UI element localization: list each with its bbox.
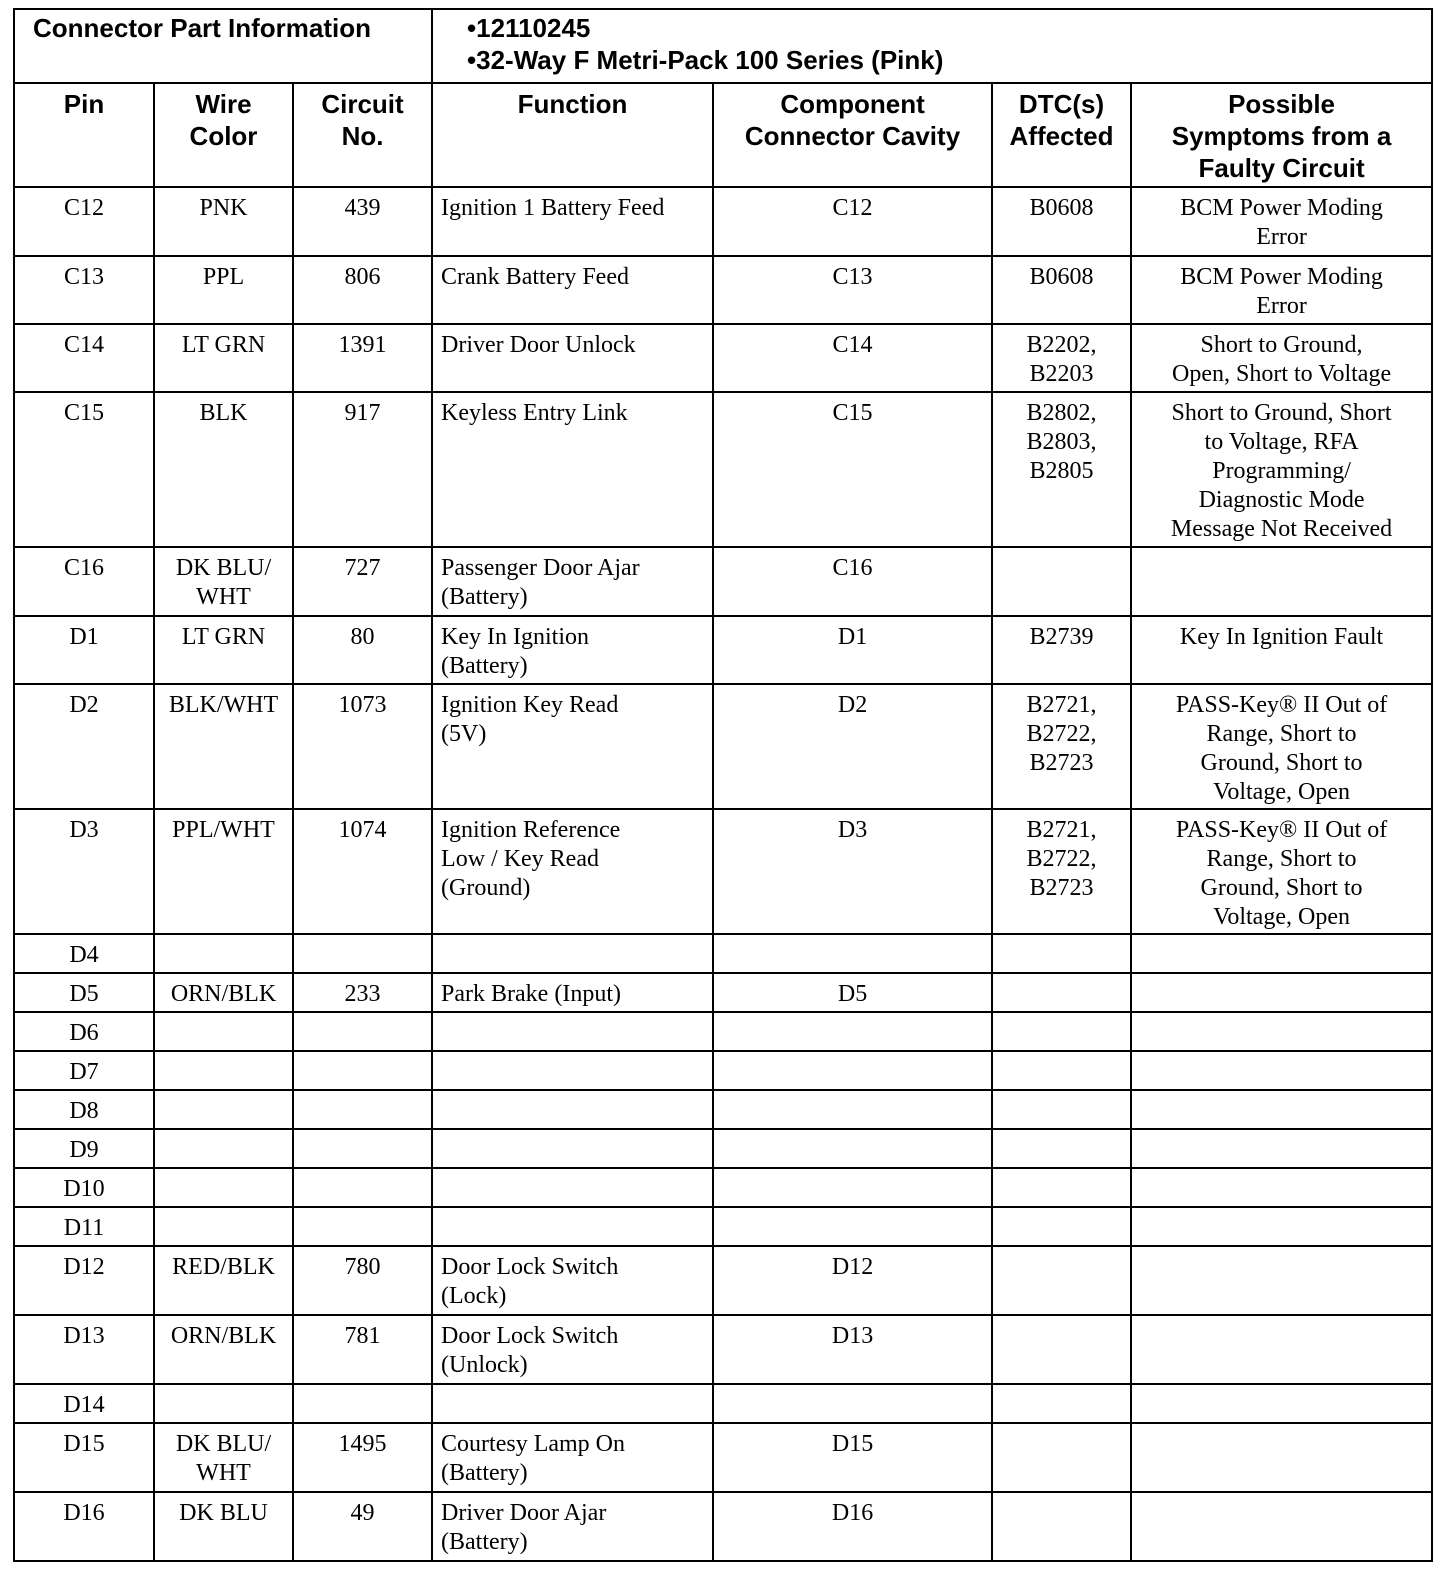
circuit-cell: [293, 1129, 432, 1168]
dtc-cell: [992, 1492, 1131, 1561]
wire-color-cell: [154, 324, 293, 392]
part-number: • 12110245: [467, 12, 1431, 44]
dtc-cell: [992, 1012, 1131, 1051]
wire-color-cell-line: DK BLU: [179, 1500, 268, 1526]
col-header-symptoms: Possible Symptoms from a Faulty Circuit: [1131, 83, 1432, 187]
function-cell-line: (Battery): [441, 1529, 528, 1555]
function-cell: [432, 1168, 713, 1207]
table-row: [14, 1051, 1432, 1090]
table-row: [14, 973, 1432, 1012]
function-cell: [432, 1246, 713, 1315]
function-cell: [432, 934, 713, 973]
wire-color-cell-line: ORN/BLK: [170, 1323, 277, 1349]
function-cell: [432, 684, 713, 809]
connector-table-wrapper: [13, 8, 1431, 1562]
pin-cell: C13: [14, 256, 154, 324]
symptoms-cell: [1131, 973, 1432, 1012]
dtc-cell-line: B2803,: [1026, 429, 1097, 455]
symptoms-cell-line: Short to Ground, Short: [1171, 400, 1392, 426]
cavity-cell: D1: [713, 616, 992, 684]
col-header-circuit: Circuit No.: [293, 83, 432, 187]
wire-color-cell-line: BLK/WHT: [168, 692, 279, 718]
wire-color-cell: [154, 1090, 293, 1129]
column-header-row: [14, 83, 1432, 187]
function-cell-line: (Ground): [441, 875, 531, 901]
wire-color-cell: [154, 1168, 293, 1207]
table-row: [14, 1315, 1432, 1384]
wire-color-cell: [154, 1315, 293, 1384]
function-cell-line: Driver Door Ajar: [441, 1500, 607, 1526]
function-cell: [432, 324, 713, 392]
pin-cell: D9: [14, 1129, 154, 1168]
symptoms-cell-line: PASS-Key® II Out of: [1175, 692, 1388, 718]
circuit-cell: 1074: [293, 809, 432, 934]
dtc-cell: [992, 934, 1131, 973]
pin-cell: D7: [14, 1051, 154, 1090]
function-cell: [432, 392, 713, 547]
circuit-cell: 1495: [293, 1423, 432, 1492]
table-row: [14, 392, 1432, 547]
symptoms-cell: [1131, 547, 1432, 616]
function-cell-line: Low / Key Read: [441, 846, 599, 872]
pin-cell: D4: [14, 934, 154, 973]
cavity-cell: [713, 1207, 992, 1246]
table-row: [14, 187, 1432, 256]
pin-cell: D16: [14, 1492, 154, 1561]
function-cell: [432, 1315, 713, 1384]
pin-cell: D8: [14, 1090, 154, 1129]
symptoms-cell: [1131, 616, 1432, 684]
wire-color-cell: [154, 1207, 293, 1246]
symptoms-cell: [1131, 1129, 1432, 1168]
symptoms-cell-line: BCM Power Moding: [1180, 195, 1383, 221]
connector-description: • 32-Way F Metri-Pack 100 Series (Pink): [467, 44, 1431, 76]
symptoms-cell-line: Open, Short to Voltage: [1172, 361, 1392, 387]
dtc-cell-line: B0608: [1029, 195, 1094, 221]
symptoms-cell-line: Error: [1256, 293, 1307, 319]
circuit-cell: 49: [293, 1492, 432, 1561]
circuit-cell: 727: [293, 547, 432, 616]
dtc-cell-line: B0608: [1029, 264, 1094, 290]
function-cell-line: Passenger Door Ajar: [441, 555, 640, 581]
symptoms-cell-line: Voltage, Open: [1213, 904, 1350, 930]
cavity-cell: [713, 1051, 992, 1090]
table-row: [14, 256, 1432, 324]
function-cell: [432, 809, 713, 934]
wire-color-cell-line: RED/BLK: [172, 1254, 275, 1280]
function-cell: [432, 256, 713, 324]
pin-cell: D2: [14, 684, 154, 809]
function-cell: [432, 1051, 713, 1090]
pin-cell: C14: [14, 324, 154, 392]
cavity-cell: D3: [713, 809, 992, 934]
wire-color-cell-line: DK BLU/: [175, 1431, 272, 1457]
symptoms-cell: [1131, 684, 1432, 809]
symptoms-cell: [1131, 256, 1432, 324]
table-row: [14, 1246, 1432, 1315]
circuit-cell: [293, 1090, 432, 1129]
function-cell-line: (Lock): [441, 1283, 507, 1309]
dtc-cell: [992, 684, 1131, 809]
dtc-cell-line: B2721,: [1026, 817, 1097, 843]
wire-color-cell: [154, 809, 293, 934]
table-row: [14, 1012, 1432, 1051]
function-cell: [432, 616, 713, 684]
dtc-cell-line: B2722,: [1026, 846, 1097, 872]
symptoms-cell: [1131, 1384, 1432, 1423]
symptoms-cell: [1131, 1492, 1432, 1561]
symptoms-cell: [1131, 809, 1432, 934]
function-cell-line: Ignition Key Read: [441, 692, 619, 718]
symptoms-cell-line: BCM Power Moding: [1180, 264, 1383, 290]
wire-color-cell: [154, 1012, 293, 1051]
function-cell-line: Door Lock Switch: [441, 1323, 619, 1349]
circuit-cell: 781: [293, 1315, 432, 1384]
wire-color-cell: [154, 1246, 293, 1315]
cavity-cell: [713, 1384, 992, 1423]
function-cell-line: Courtesy Lamp On: [441, 1431, 626, 1457]
function-cell-line: Key In Ignition: [441, 624, 590, 650]
cavity-cell: C13: [713, 256, 992, 324]
symptoms-cell: [1131, 1423, 1432, 1492]
cavity-cell: [713, 1129, 992, 1168]
symptoms-cell: [1131, 1051, 1432, 1090]
table-row: [14, 1492, 1432, 1561]
col-header-cavity: Component Connector Cavity: [713, 83, 992, 187]
symptoms-cell: [1131, 934, 1432, 973]
pin-cell: C12: [14, 187, 154, 256]
symptoms-cell-line: Key In Ignition Fault: [1179, 624, 1384, 650]
wire-color-cell: [154, 616, 293, 684]
dtc-cell-line: B2721,: [1026, 692, 1097, 718]
wire-color-cell: [154, 187, 293, 256]
table-row: [14, 1168, 1432, 1207]
circuit-cell: 1073: [293, 684, 432, 809]
table-row: [14, 616, 1432, 684]
dtc-cell: [992, 973, 1131, 1012]
dtc-cell-line: B2723: [1029, 750, 1094, 776]
function-cell-line: (Unlock): [441, 1352, 528, 1378]
cavity-cell: [713, 1090, 992, 1129]
pin-cell: D11: [14, 1207, 154, 1246]
dtc-cell: [992, 547, 1131, 616]
table-row: [14, 1129, 1432, 1168]
table-row: [14, 1423, 1432, 1492]
pin-cell: D5: [14, 973, 154, 1012]
function-cell-line: (Battery): [441, 1460, 528, 1486]
pin-cell: D6: [14, 1012, 154, 1051]
wire-color-cell: [154, 934, 293, 973]
wire-color-cell-line: PPL/WHT: [172, 817, 275, 843]
symptoms-cell: [1131, 1207, 1432, 1246]
function-cell-line: Ignition Reference: [441, 817, 621, 843]
dtc-cell: [992, 1246, 1131, 1315]
symptoms-cell: [1131, 392, 1432, 547]
wire-color-cell-line: PPL: [202, 264, 245, 290]
part-info-label: Connector Part Information: [14, 9, 432, 83]
wire-color-cell-line: DK BLU/: [175, 555, 272, 581]
function-cell: [432, 1090, 713, 1129]
symptoms-cell: [1131, 1090, 1432, 1129]
dtc-cell: [992, 809, 1131, 934]
dtc-cell-line: B2203: [1029, 361, 1094, 387]
pin-cell: D3: [14, 809, 154, 934]
cavity-cell: C16: [713, 547, 992, 616]
circuit-cell: [293, 1207, 432, 1246]
pin-cell: D14: [14, 1384, 154, 1423]
symptoms-cell-line: to Voltage, RFA: [1204, 429, 1359, 455]
symptoms-cell-line: Short to Ground,: [1200, 332, 1363, 358]
symptoms-cell: [1131, 187, 1432, 256]
wire-color-cell-line: BLK: [199, 400, 248, 426]
cavity-cell: C15: [713, 392, 992, 547]
table-row: [14, 324, 1432, 392]
pin-cell: D10: [14, 1168, 154, 1207]
function-cell-line: Driver Door Unlock: [441, 332, 636, 358]
col-header-dtc: DTC(s) Affected: [992, 83, 1131, 187]
wire-color-cell-line: LT GRN: [181, 624, 266, 650]
symptoms-cell-line: Ground, Short to: [1200, 750, 1363, 776]
circuit-cell: 80: [293, 616, 432, 684]
wire-color-cell-line: PNK: [199, 195, 248, 221]
dtc-cell: [992, 616, 1131, 684]
col-header-wire-color: Wire Color: [154, 83, 293, 187]
symptoms-cell: [1131, 1168, 1432, 1207]
symptoms-cell-line: Ground, Short to: [1200, 875, 1363, 901]
dtc-cell-line: B2722,: [1026, 721, 1097, 747]
dtc-cell-line: B2805: [1029, 458, 1094, 484]
circuit-cell: [293, 1051, 432, 1090]
function-cell: [432, 1492, 713, 1561]
circuit-cell: 806: [293, 256, 432, 324]
col-header-pin: Pin: [14, 83, 154, 187]
function-cell-line: Park Brake (Input): [441, 981, 621, 1007]
symptoms-cell: [1131, 324, 1432, 392]
cavity-cell: D5: [713, 973, 992, 1012]
cavity-cell: [713, 934, 992, 973]
cavity-cell: [713, 1168, 992, 1207]
cavity-cell: D2: [713, 684, 992, 809]
circuit-cell: 1391: [293, 324, 432, 392]
function-cell-line: Door Lock Switch: [441, 1254, 619, 1280]
symptoms-cell-line: Error: [1256, 224, 1307, 250]
wire-color-cell: [154, 684, 293, 809]
wire-color-cell-line: ORN/BLK: [170, 981, 277, 1007]
dtc-cell: [992, 1423, 1131, 1492]
function-cell-line: (Battery): [441, 584, 528, 610]
wire-color-cell-line: WHT: [196, 584, 251, 610]
symptoms-cell: [1131, 1012, 1432, 1051]
function-cell: [432, 1129, 713, 1168]
cavity-cell: D15: [713, 1423, 992, 1492]
wire-color-cell: [154, 1423, 293, 1492]
function-cell-line: Keyless Entry Link: [441, 400, 628, 426]
connector-table: [13, 8, 1433, 1562]
col-header-function: Function: [432, 83, 713, 187]
symptoms-cell-line: Range, Short to: [1206, 846, 1357, 872]
symptoms-cell-line: Range, Short to: [1206, 721, 1357, 747]
pin-cell: D1: [14, 616, 154, 684]
circuit-cell: [293, 1168, 432, 1207]
table-row: [14, 809, 1432, 934]
cavity-cell: C12: [713, 187, 992, 256]
dtc-cell: [992, 324, 1131, 392]
dtc-cell-line: B2739: [1029, 624, 1094, 650]
dtc-cell: [992, 256, 1131, 324]
wire-color-cell: [154, 1129, 293, 1168]
function-cell: [432, 1207, 713, 1246]
circuit-cell: [293, 1384, 432, 1423]
wire-color-cell: [154, 973, 293, 1012]
dtc-cell: [992, 1384, 1131, 1423]
circuit-cell: [293, 1012, 432, 1051]
table-body: [14, 187, 1432, 1561]
dtc-cell: [992, 1207, 1131, 1246]
function-cell: [432, 1384, 713, 1423]
function-cell: [432, 187, 713, 256]
function-cell-line: Ignition 1 Battery Feed: [441, 195, 665, 221]
dtc-cell: [992, 1168, 1131, 1207]
function-cell: [432, 973, 713, 1012]
cavity-cell: D16: [713, 1492, 992, 1561]
pin-cell: C16: [14, 547, 154, 616]
symptoms-cell: [1131, 1315, 1432, 1384]
part-info-row: [14, 9, 1432, 83]
cavity-cell: C14: [713, 324, 992, 392]
table-row: [14, 934, 1432, 973]
symptoms-cell: [1131, 1246, 1432, 1315]
symptoms-cell-line: Programming/: [1212, 458, 1351, 484]
pin-cell: D12: [14, 1246, 154, 1315]
dtc-cell: [992, 1129, 1131, 1168]
table-row: [14, 684, 1432, 809]
dtc-cell: [992, 1051, 1131, 1090]
wire-color-cell: [154, 256, 293, 324]
circuit-cell: 233: [293, 973, 432, 1012]
wire-color-cell-line: LT GRN: [181, 332, 266, 358]
circuit-cell: 917: [293, 392, 432, 547]
table-row: [14, 547, 1432, 616]
dtc-cell-line: B2723: [1029, 875, 1094, 901]
dtc-cell: [992, 187, 1131, 256]
pin-cell: D15: [14, 1423, 154, 1492]
dtc-cell: [992, 1315, 1131, 1384]
pin-cell: C15: [14, 392, 154, 547]
symptoms-cell-line: PASS-Key® II Out of: [1175, 817, 1388, 843]
wire-color-cell: [154, 1384, 293, 1423]
cavity-cell: D12: [713, 1246, 992, 1315]
circuit-cell: [293, 934, 432, 973]
part-info-values: [432, 9, 1432, 83]
function-cell: [432, 1423, 713, 1492]
function-cell-line: (Battery): [441, 653, 528, 679]
cavity-cell: [713, 1012, 992, 1051]
function-cell: [432, 1012, 713, 1051]
dtc-cell-line: B2202,: [1026, 332, 1097, 358]
cavity-cell: D13: [713, 1315, 992, 1384]
symptoms-cell-line: Voltage, Open: [1213, 779, 1350, 805]
function-cell: [432, 547, 713, 616]
wire-color-cell: [154, 1492, 293, 1561]
pin-cell: D13: [14, 1315, 154, 1384]
wire-color-cell: [154, 547, 293, 616]
wire-color-cell-line: WHT: [196, 1460, 251, 1486]
symptoms-cell-line: Diagnostic Mode: [1198, 487, 1365, 513]
wire-color-cell: [154, 392, 293, 547]
dtc-cell: [992, 1090, 1131, 1129]
circuit-cell: 439: [293, 187, 432, 256]
table-row: [14, 1384, 1432, 1423]
table-row: [14, 1207, 1432, 1246]
function-cell-line: Crank Battery Feed: [441, 264, 629, 290]
dtc-cell: [992, 392, 1131, 547]
table-row: [14, 1090, 1432, 1129]
symptoms-cell-line: Message Not Received: [1170, 516, 1393, 542]
circuit-cell: 780: [293, 1246, 432, 1315]
wire-color-cell: [154, 1051, 293, 1090]
function-cell-line: (5V): [441, 721, 487, 747]
dtc-cell-line: B2802,: [1026, 400, 1097, 426]
